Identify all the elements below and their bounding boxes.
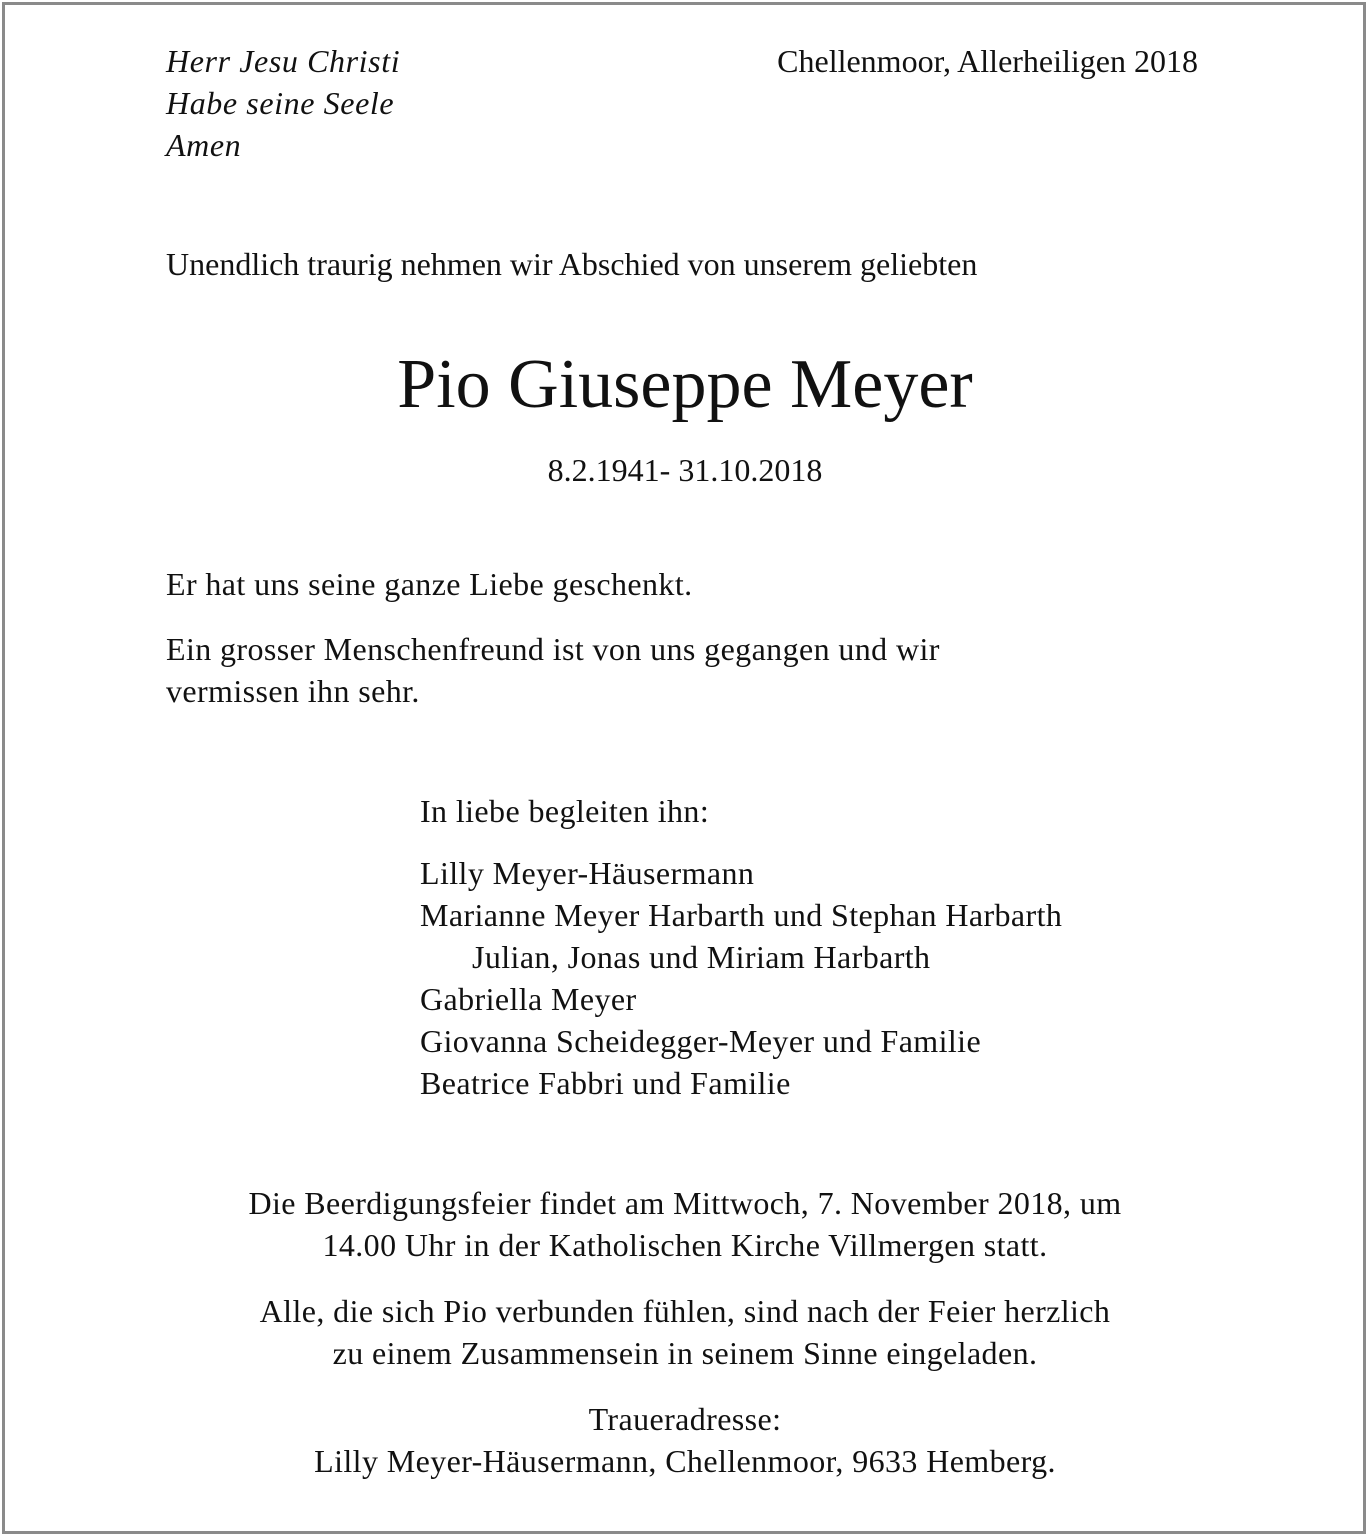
address-value: Lilly Meyer-Häusermann, Chellenmoor, 9633 Hemberg. bbox=[314, 1443, 1056, 1479]
place-and-date: Chellenmoor, Allerheiligen 2018 bbox=[777, 43, 1198, 79]
invitation-line: Alle, die sich Pio verbunden fühlen, sind nach der Feier herzlich bbox=[259, 1293, 1111, 1329]
invitation-text bbox=[0, 1290, 1370, 1374]
prayer-line: Herr Jesu Christi bbox=[166, 43, 401, 79]
mourner-name: Beatrice Fabbri und Familie bbox=[420, 1065, 791, 1101]
prayer-line: Habe seine Seele bbox=[166, 85, 395, 121]
mourners-heading: In liebe begleiten ihn: bbox=[420, 793, 710, 829]
tribute-paragraph bbox=[166, 628, 940, 712]
prayer-line: Amen bbox=[166, 127, 242, 163]
intro-line: Unendlich traurig nehmen wir Abschied von unserem geliebten bbox=[166, 246, 978, 282]
tribute-line: Er hat uns seine ganze Liebe geschenkt. bbox=[166, 566, 693, 602]
tribute-paragraph-line: vermissen ihn sehr. bbox=[166, 673, 420, 709]
funeral-info bbox=[0, 1182, 1370, 1266]
life-dates: 8.2.1941- 31.10.2018 bbox=[547, 452, 823, 488]
invitation-line: zu einem Zusammensein in seinem Sinne eingeladen. bbox=[332, 1335, 1038, 1371]
prayer-verse bbox=[166, 40, 400, 166]
mourner-name: Gabriella Meyer bbox=[420, 981, 637, 1017]
deceased-name: Pio Giuseppe Meyer bbox=[397, 346, 973, 423]
address-label: Traueradresse: bbox=[588, 1401, 782, 1437]
mourner-name: Marianne Meyer Harbarth und Stephan Harbarth bbox=[420, 897, 1063, 933]
mourner-name: Julian, Jonas und Miriam Harbarth bbox=[472, 939, 931, 975]
mourner-name: Lilly Meyer-Häusermann bbox=[420, 855, 755, 891]
funeral-info-line: Die Beerdigungsfeier findet am Mittwoch, 7. November 2018, um bbox=[248, 1185, 1122, 1221]
funeral-info-line: 14.00 Uhr in der Katholischen Kirche Villmergen statt. bbox=[322, 1227, 1048, 1263]
mourning-address bbox=[0, 1398, 1370, 1482]
mourners-list bbox=[420, 790, 1062, 1104]
mourner-name: Giovanna Scheidegger-Meyer und Familie bbox=[420, 1023, 982, 1059]
tribute-paragraph-line: Ein grosser Menschenfreund ist von uns gegangen und wir bbox=[166, 631, 940, 667]
